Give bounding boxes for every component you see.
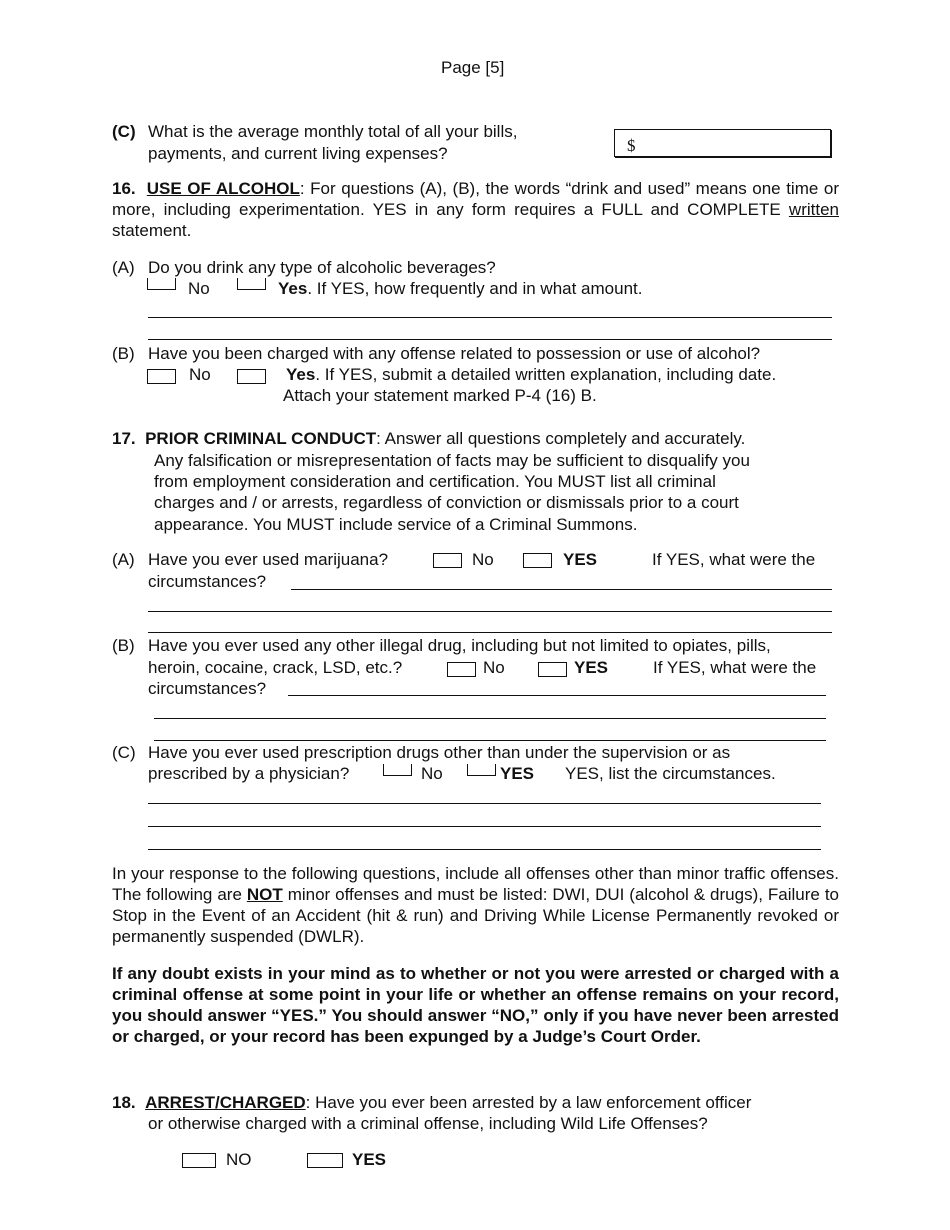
q16a-letter: (A) bbox=[112, 258, 135, 277]
q17c-answer-line-1[interactable] bbox=[148, 803, 821, 804]
q18-title: ARREST/CHARGED bbox=[145, 1093, 306, 1112]
q16-number: 16. bbox=[112, 179, 136, 198]
q17a-answer-line-1[interactable] bbox=[291, 589, 832, 590]
q17-line1-row bbox=[112, 428, 745, 449]
q16-intro-end: statement. bbox=[112, 221, 192, 240]
q16b-no-checkbox[interactable] bbox=[147, 369, 176, 384]
q17a-answer-line-3[interactable] bbox=[148, 632, 832, 633]
q17-line2: Any falsification or misrepresentation of facts may be sufficient to disqualify you bbox=[154, 451, 750, 470]
currency-symbol: $ bbox=[627, 136, 636, 155]
q17a-no-label: No bbox=[472, 550, 494, 569]
q17-line3: from employment consideration and certification. You MUST list all criminal bbox=[154, 472, 716, 491]
q18-line2: or otherwise charged with a criminal offense, including Wild Life Offenses? bbox=[148, 1114, 708, 1133]
q17-line1: : Answer all questions completely and accurately. bbox=[376, 429, 746, 448]
q17b-answer-line-2[interactable] bbox=[154, 718, 826, 719]
q16a-no-checkbox[interactable] bbox=[147, 278, 176, 290]
q17a-circumstances: circumstances? bbox=[148, 572, 267, 591]
notice-p1-start: In your response to the following questions, include all offenses other than minor traffic offenses. The following are bbox=[112, 864, 839, 904]
q15c-line2: payments, and current living expenses? bbox=[148, 144, 448, 163]
offenses-notice bbox=[112, 863, 839, 947]
q17-title: PRIOR CRIMINAL CONDUCT bbox=[145, 429, 377, 448]
q17b-answer-line-1[interactable] bbox=[288, 695, 826, 696]
q16-intro bbox=[112, 178, 839, 241]
q17a-yes-label: YES bbox=[563, 550, 598, 569]
q17c-followup: YES, list the circumstances. bbox=[565, 764, 776, 783]
q17c-answer-line-2[interactable] bbox=[148, 826, 821, 827]
q17-line5: appearance. You MUST include service of a Criminal Summons. bbox=[154, 515, 638, 534]
q16a-followup: . If YES, how frequently and in what amount. bbox=[307, 279, 643, 298]
q17b-yes-label: YES bbox=[574, 658, 609, 677]
q16a-yes-label: Yes bbox=[278, 279, 308, 298]
q16b-yes-row bbox=[286, 364, 776, 385]
q17a-no-checkbox[interactable] bbox=[433, 553, 462, 568]
q17c-yes-checkbox[interactable] bbox=[467, 764, 496, 776]
q17b-answer-line-3[interactable] bbox=[154, 740, 826, 741]
monthly-expenses-field[interactable] bbox=[614, 129, 831, 157]
notice-not: NOT bbox=[246, 885, 283, 904]
q17a-letter: (A) bbox=[112, 550, 135, 569]
q16-title: USE OF ALCOHOL bbox=[146, 179, 300, 198]
q17b-line2: heroin, cocaine, crack, LSD, etc.? bbox=[148, 658, 403, 677]
q17c-answer-line-3[interactable] bbox=[148, 849, 821, 850]
page-number: Page [5] bbox=[441, 58, 505, 77]
notice-p1-end: minor offenses and must be listed: DWI, DUI (alcohol & drugs), Failure to Stop in the Event of an Accident (hit & run) and Driving While License Permanently revoked or permanently suspended (DWLR). bbox=[112, 885, 839, 946]
q17c-no-checkbox[interactable] bbox=[383, 764, 412, 776]
q16a-no-label: No bbox=[188, 279, 210, 298]
q17a-question: Have you ever used marijuana? bbox=[148, 550, 389, 569]
q16a-yes-checkbox[interactable] bbox=[237, 278, 266, 290]
q18-line1-row bbox=[112, 1092, 751, 1113]
q16b-no-label: No bbox=[189, 365, 211, 384]
q18-number: 18. bbox=[112, 1093, 136, 1112]
q16b-followup: . If YES, submit a detailed written explanation, including date. bbox=[315, 365, 777, 384]
q16a-yes-row bbox=[278, 278, 642, 299]
q16a-question: Do you drink any type of alcoholic beverages? bbox=[148, 258, 496, 277]
q17c-line1: Have you ever used prescription drugs other than under the supervision or as bbox=[148, 743, 731, 762]
q16b-yes-checkbox[interactable] bbox=[237, 369, 266, 384]
q18-no-checkbox[interactable] bbox=[182, 1153, 216, 1168]
q16b-attach: Attach your statement marked P-4 (16) B. bbox=[283, 386, 597, 405]
q17c-line2: prescribed by a physician? bbox=[148, 764, 350, 783]
q17a-followup: If YES, what were the bbox=[652, 550, 816, 569]
q18-yes-label: YES bbox=[352, 1150, 387, 1169]
q17b-letter: (B) bbox=[112, 636, 135, 655]
q17a-answer-line-2[interactable] bbox=[148, 611, 832, 612]
q17c-letter: (C) bbox=[112, 743, 136, 762]
q16b-question: Have you been charged with any offense related to possession or use of alcohol? bbox=[148, 344, 761, 363]
q18-line1: : Have you ever been arrested by a law enforcement officer bbox=[305, 1093, 752, 1112]
doubt-notice: If any doubt exists in your mind as to whether or not you were arrested or charged with a criminal offense at some point in your life or whether an offense remains on your record, you should answer “YES.” You should answer “NO,” only if you have never been arrested or charged, or your record has been expunged by a Judge’s Court Order. bbox=[112, 964, 839, 1046]
q16b-letter: (B) bbox=[112, 344, 135, 363]
q17c-yes-label: YES bbox=[500, 764, 535, 783]
q17a-yes-checkbox[interactable] bbox=[523, 553, 552, 568]
q16a-answer-line-2[interactable] bbox=[148, 339, 832, 340]
q17b-no-checkbox[interactable] bbox=[447, 662, 476, 677]
q16-intro-written: written bbox=[788, 200, 839, 219]
q17c-no-label: No bbox=[421, 764, 443, 783]
q17-line4: charges and / or arrests, regardless of conviction or dismissals prior to a court bbox=[154, 493, 739, 512]
q16-intro-text: : For questions (A), (B), the words “drink and used” means one time or more, including experimentation. YES in any form requires a FULL and COMPLETE bbox=[112, 179, 839, 219]
q17b-followup: If YES, what were the bbox=[653, 658, 817, 677]
q16a-answer-line-1[interactable] bbox=[148, 317, 832, 318]
q16b-yes-label: Yes bbox=[286, 365, 316, 384]
q17b-yes-checkbox[interactable] bbox=[538, 662, 567, 677]
q18-no-label: NO bbox=[226, 1150, 252, 1169]
q17b-circumstances: circumstances? bbox=[148, 679, 267, 698]
q18-yes-checkbox[interactable] bbox=[307, 1153, 343, 1168]
q17-number: 17. bbox=[112, 429, 136, 448]
q17b-no-label: No bbox=[483, 658, 505, 677]
q15c-line1: What is the average monthly total of all your bills, bbox=[148, 122, 518, 141]
q15c-letter: (C) bbox=[112, 122, 136, 141]
q17b-line1: Have you ever used any other illegal drug, including but not limited to opiates, pills, bbox=[148, 636, 771, 655]
